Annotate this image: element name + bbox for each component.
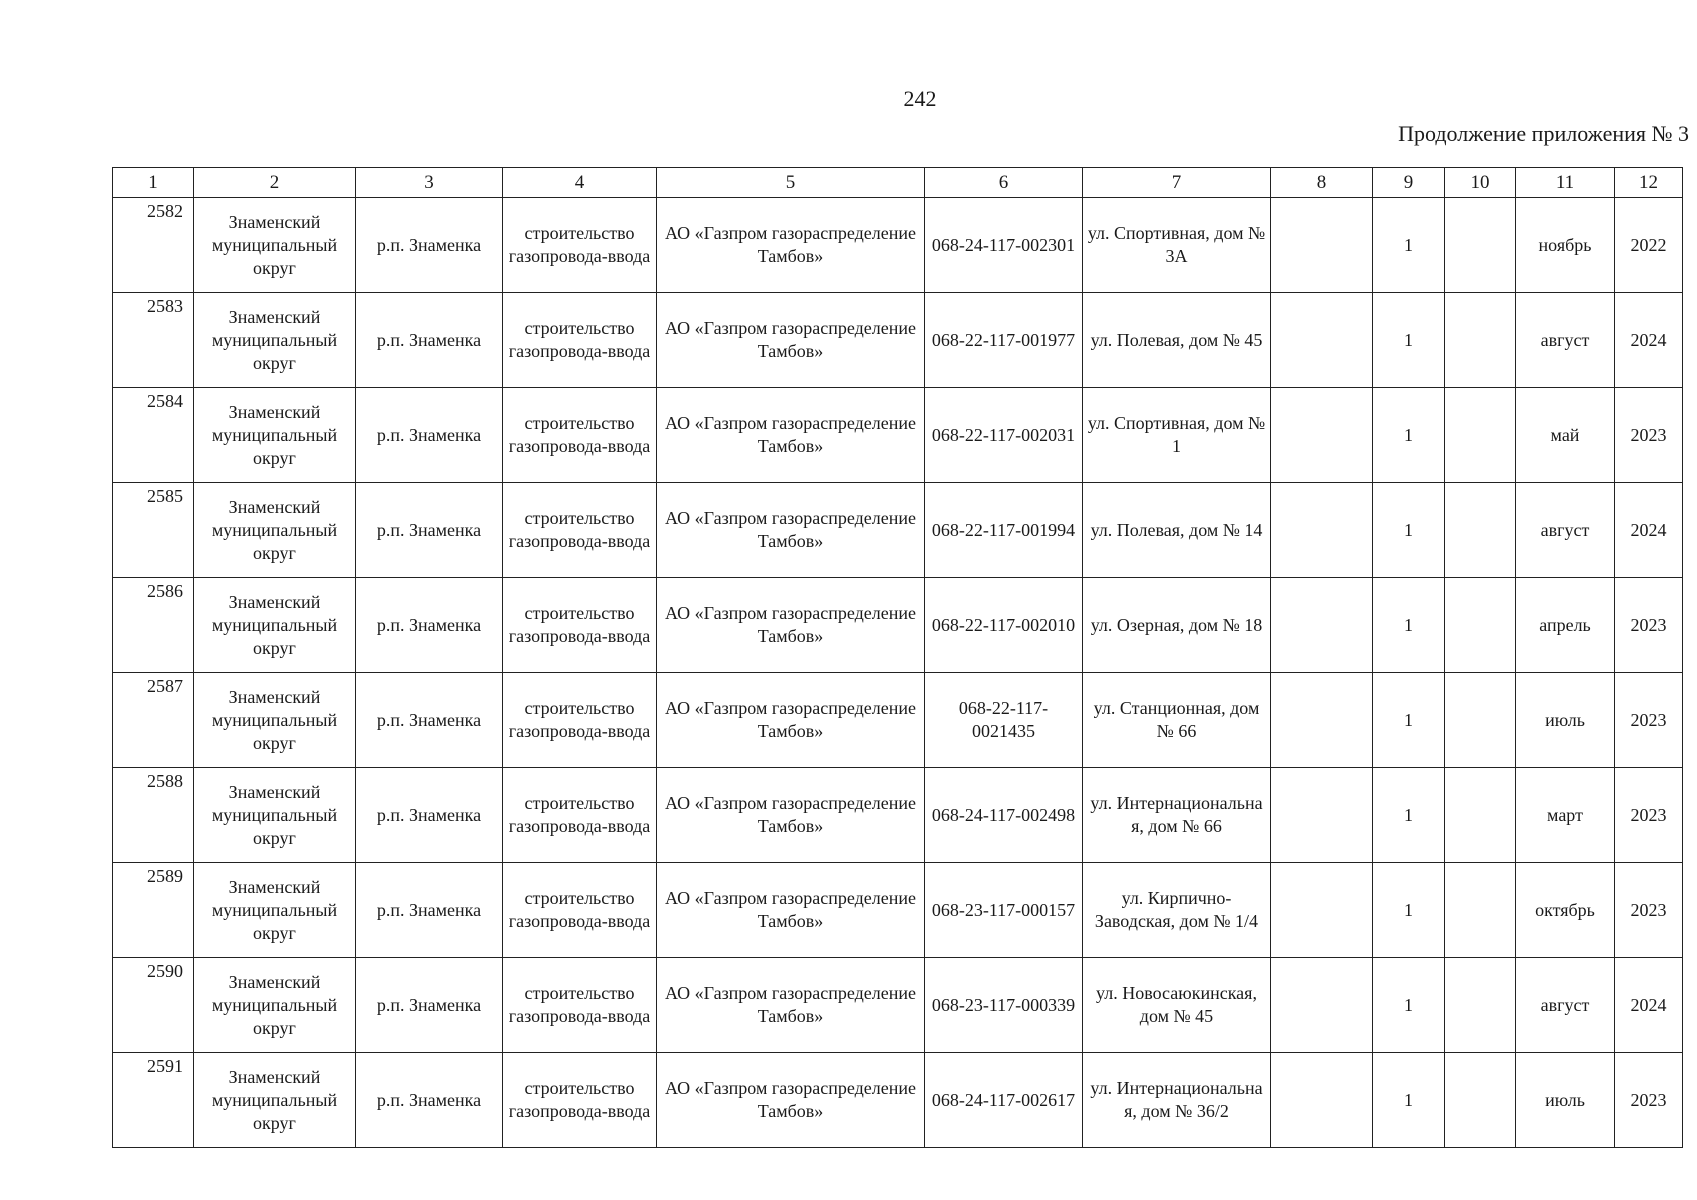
column-header: 12 (1615, 168, 1683, 198)
column-header: 3 (356, 168, 503, 198)
organization-cell: АО «Газпром газораспределение Тамбов» (657, 293, 925, 388)
quantity-cell: 1 (1373, 958, 1445, 1053)
quantity-cell: 1 (1373, 863, 1445, 958)
address-cell: ул. Интернациональна я, дом № 66 (1083, 768, 1271, 863)
address-cell: ул. Станционная, дом № 66 (1083, 673, 1271, 768)
organization-cell: АО «Газпром газораспределение Тамбов» (657, 578, 925, 673)
district-cell: Знаменский муниципальный округ (194, 483, 356, 578)
column-header: 5 (657, 168, 925, 198)
row-number: 2586 (113, 578, 194, 673)
row-number: 2588 (113, 768, 194, 863)
column-10-cell (1445, 768, 1516, 863)
column-header: 10 (1445, 168, 1516, 198)
quantity-cell: 1 (1373, 673, 1445, 768)
organization-cell: АО «Газпром газораспределение Тамбов» (657, 958, 925, 1053)
object-code-cell: 068-24-117-002498 (925, 768, 1083, 863)
appendix-note: Продолжение приложения № 3 (1398, 121, 1689, 146)
column-8-cell (1271, 958, 1373, 1053)
row-number: 2584 (113, 388, 194, 483)
column-10-cell (1445, 483, 1516, 578)
district-cell: Знаменский муниципальный округ (194, 768, 356, 863)
column-10-cell (1445, 1053, 1516, 1148)
object-code-cell: 068-22-117-0021435 (925, 673, 1083, 768)
column-header: 9 (1373, 168, 1445, 198)
work-type-cell: строительство газопровода-ввода (503, 388, 657, 483)
month-cell: май (1516, 388, 1615, 483)
work-type-cell: строительство газопровода-ввода (503, 863, 657, 958)
table-row (113, 958, 1683, 1053)
column-10-cell (1445, 293, 1516, 388)
organization-cell: АО «Газпром газораспределение Тамбов» (657, 673, 925, 768)
object-code-cell: 068-22-117-001994 (925, 483, 1083, 578)
quantity-cell: 1 (1373, 293, 1445, 388)
month-cell: октябрь (1516, 863, 1615, 958)
district-cell: Знаменский муниципальный округ (194, 958, 356, 1053)
column-10-cell (1445, 673, 1516, 768)
column-header: 2 (194, 168, 356, 198)
address-cell: ул. Кирпично-Заводская, дом № 1/4 (1083, 863, 1271, 958)
object-code-cell: 068-23-117-000339 (925, 958, 1083, 1053)
column-10-cell (1445, 578, 1516, 673)
column-10-cell (1445, 863, 1516, 958)
organization-cell: АО «Газпром газораспределение Тамбов» (657, 1053, 925, 1148)
year-cell: 2023 (1615, 388, 1683, 483)
work-type-cell: строительство газопровода-ввода (503, 768, 657, 863)
settlement-cell: р.п. Знаменка (356, 863, 503, 958)
month-cell: август (1516, 293, 1615, 388)
year-cell: 2023 (1615, 768, 1683, 863)
column-header: 7 (1083, 168, 1271, 198)
settlement-cell: р.п. Знаменка (356, 958, 503, 1053)
row-number: 2587 (113, 673, 194, 768)
column-header: 8 (1271, 168, 1373, 198)
page-number: 242 (903, 86, 937, 111)
quantity-cell: 1 (1373, 578, 1445, 673)
column-8-cell (1271, 388, 1373, 483)
month-cell: март (1516, 768, 1615, 863)
table-row (113, 388, 1683, 483)
row-number: 2590 (113, 958, 194, 1053)
column-8-cell (1271, 483, 1373, 578)
table-row (113, 863, 1683, 958)
column-number-row (113, 168, 1683, 198)
object-code-cell: 068-23-117-000157 (925, 863, 1083, 958)
district-cell: Знаменский муниципальный округ (194, 578, 356, 673)
organization-cell: АО «Газпром газораспределение Тамбов» (657, 863, 925, 958)
work-type-cell: строительство газопровода-ввода (503, 673, 657, 768)
address-cell: ул. Новосаюкинская, дом № 45 (1083, 958, 1271, 1053)
column-header: 4 (503, 168, 657, 198)
settlement-cell: р.п. Знаменка (356, 768, 503, 863)
district-cell: Знаменский муниципальный округ (194, 388, 356, 483)
settlement-cell: р.п. Знаменка (356, 483, 503, 578)
organization-cell: АО «Газпром газораспределение Тамбов» (657, 483, 925, 578)
row-number: 2582 (113, 198, 194, 293)
work-type-cell: строительство газопровода-ввода (503, 578, 657, 673)
column-8-cell (1271, 1053, 1373, 1148)
column-10-cell (1445, 198, 1516, 293)
object-code-cell: 068-24-117-002301 (925, 198, 1083, 293)
work-type-cell: строительство газопровода-ввода (503, 1053, 657, 1148)
organization-cell: АО «Газпром газораспределение Тамбов» (657, 198, 925, 293)
column-10-cell (1445, 958, 1516, 1053)
address-cell: ул. Полевая, дом № 14 (1083, 483, 1271, 578)
work-type-cell: строительство газопровода-ввода (503, 483, 657, 578)
year-cell: 2023 (1615, 673, 1683, 768)
column-8-cell (1271, 863, 1373, 958)
work-type-cell: строительство газопровода-ввода (503, 293, 657, 388)
quantity-cell: 1 (1373, 198, 1445, 293)
column-header: 6 (925, 168, 1083, 198)
column-8-cell (1271, 293, 1373, 388)
object-code-cell: 068-22-117-001977 (925, 293, 1083, 388)
quantity-cell: 1 (1373, 1053, 1445, 1148)
object-code-cell: 068-22-117-002010 (925, 578, 1083, 673)
column-header: 1 (113, 168, 194, 198)
column-10-cell (1445, 388, 1516, 483)
organization-cell: АО «Газпром газораспределение Тамбов» (657, 388, 925, 483)
month-cell: июль (1516, 1053, 1615, 1148)
row-number: 2583 (113, 293, 194, 388)
settlement-cell: р.п. Знаменка (356, 198, 503, 293)
month-cell: август (1516, 958, 1615, 1053)
table-row (113, 673, 1683, 768)
quantity-cell: 1 (1373, 388, 1445, 483)
row-number: 2591 (113, 1053, 194, 1148)
district-cell: Знаменский муниципальный округ (194, 863, 356, 958)
year-cell: 2024 (1615, 483, 1683, 578)
year-cell: 2024 (1615, 293, 1683, 388)
column-8-cell (1271, 768, 1373, 863)
month-cell: апрель (1516, 578, 1615, 673)
settlement-cell: р.п. Знаменка (356, 293, 503, 388)
object-code-cell: 068-22-117-002031 (925, 388, 1083, 483)
year-cell: 2023 (1615, 1053, 1683, 1148)
month-cell: июль (1516, 673, 1615, 768)
settlement-cell: р.п. Знаменка (356, 388, 503, 483)
district-cell: Знаменский муниципальный округ (194, 673, 356, 768)
work-type-cell: строительство газопровода-ввода (503, 198, 657, 293)
table-row (113, 578, 1683, 673)
row-number: 2585 (113, 483, 194, 578)
address-cell: ул. Спортивная, дом № 1 (1083, 388, 1271, 483)
year-cell: 2022 (1615, 198, 1683, 293)
table-row (113, 768, 1683, 863)
column-8-cell (1271, 198, 1373, 293)
district-cell: Знаменский муниципальный округ (194, 198, 356, 293)
year-cell: 2023 (1615, 578, 1683, 673)
address-cell: ул. Спортивная, дом № 3А (1083, 198, 1271, 293)
quantity-cell: 1 (1373, 768, 1445, 863)
column-8-cell (1271, 673, 1373, 768)
object-code-cell: 068-24-117-002617 (925, 1053, 1083, 1148)
address-cell: ул. Полевая, дом № 45 (1083, 293, 1271, 388)
row-number: 2589 (113, 863, 194, 958)
organization-cell: АО «Газпром газораспределение Тамбов» (657, 768, 925, 863)
table-row (113, 483, 1683, 578)
address-cell: ул. Озерная, дом № 18 (1083, 578, 1271, 673)
register-table (112, 167, 1683, 1148)
table-row (113, 293, 1683, 388)
settlement-cell: р.п. Знаменка (356, 1053, 503, 1148)
quantity-cell: 1 (1373, 483, 1445, 578)
district-cell: Знаменский муниципальный округ (194, 293, 356, 388)
year-cell: 2024 (1615, 958, 1683, 1053)
column-8-cell (1271, 578, 1373, 673)
district-cell: Знаменский муниципальный округ (194, 1053, 356, 1148)
year-cell: 2023 (1615, 863, 1683, 958)
month-cell: ноябрь (1516, 198, 1615, 293)
settlement-cell: р.п. Знаменка (356, 673, 503, 768)
column-header: 11 (1516, 168, 1615, 198)
table-row (113, 198, 1683, 293)
table-row (113, 1053, 1683, 1148)
settlement-cell: р.п. Знаменка (356, 578, 503, 673)
month-cell: август (1516, 483, 1615, 578)
address-cell: ул. Интернациональна я, дом № 36/2 (1083, 1053, 1271, 1148)
work-type-cell: строительство газопровода-ввода (503, 958, 657, 1053)
